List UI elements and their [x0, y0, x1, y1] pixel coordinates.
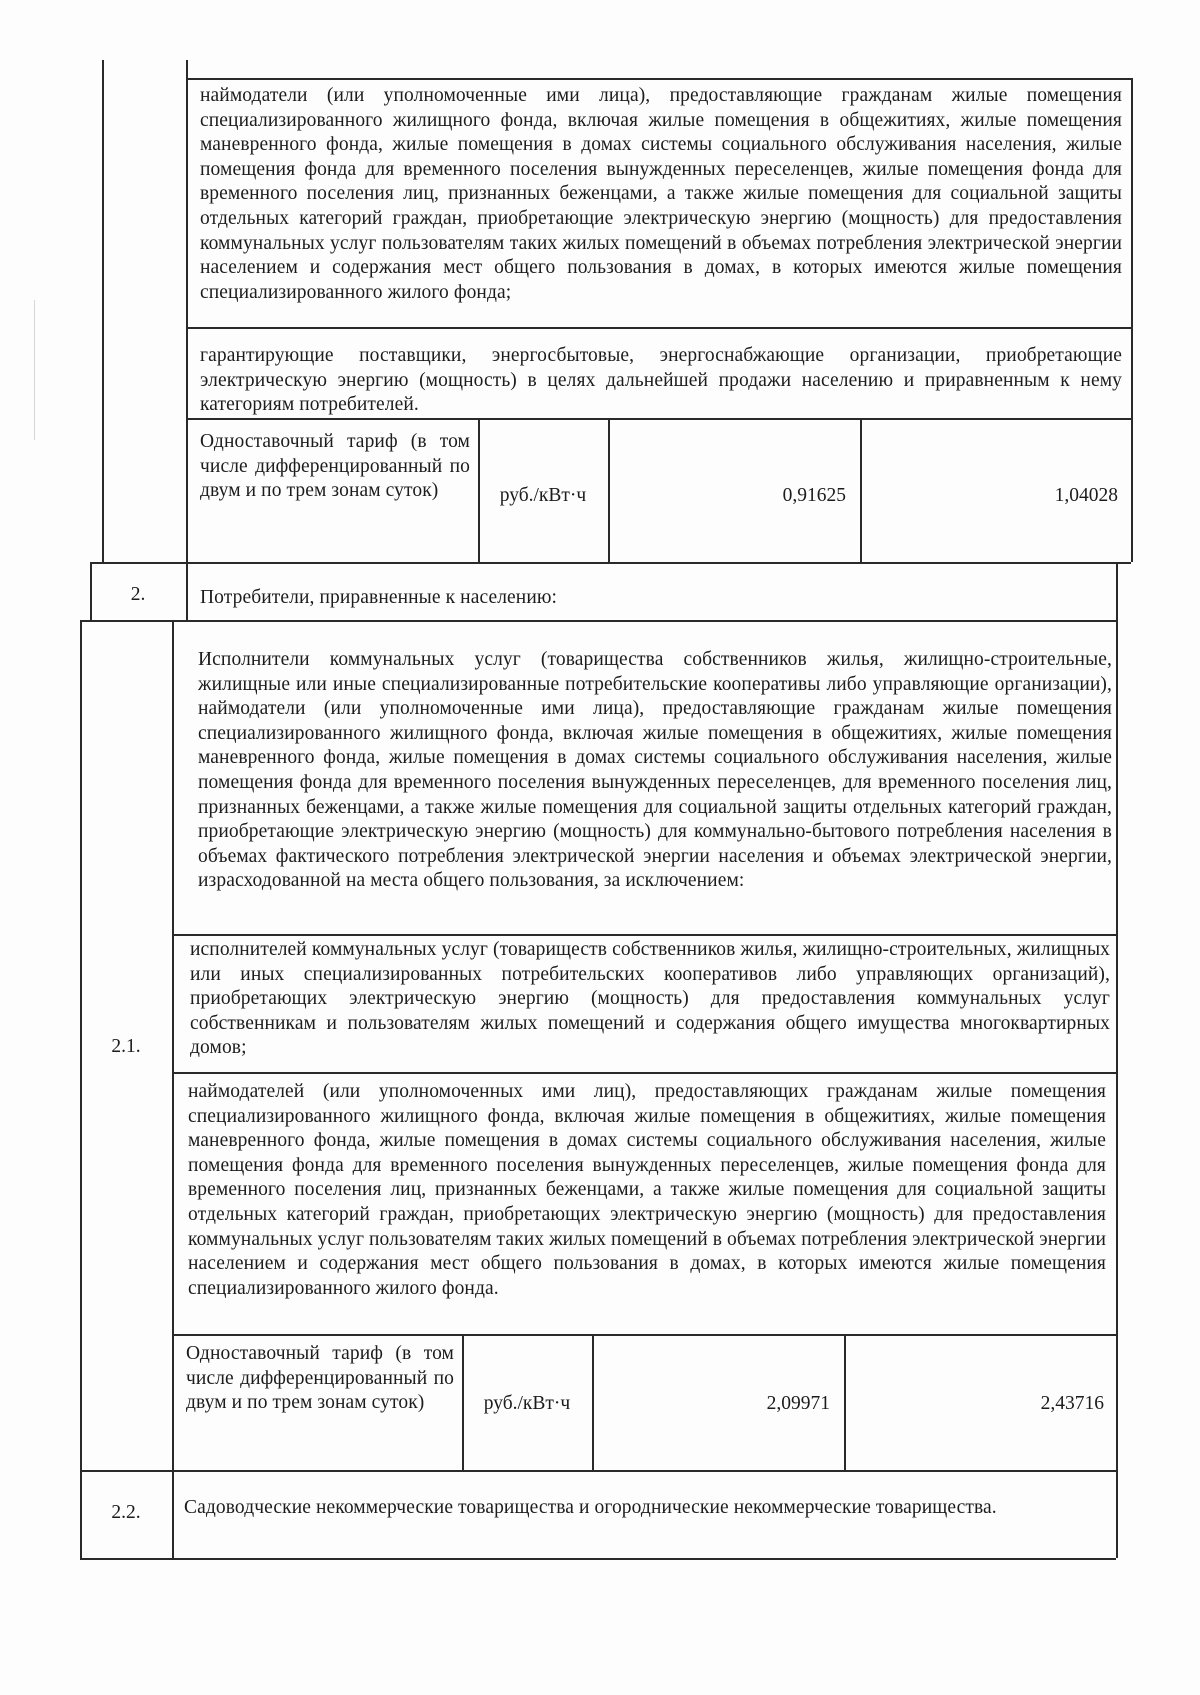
row-border: [80, 620, 1117, 622]
table-left-border: [102, 60, 104, 562]
suppliers-text: гарантирующие поставщики, энергосбытовые, энергоснабжающие организации, приобретающие электрическую энергию (мощность) в целях дальнейшей продажи населению и приравненным к нему категориям потребителей.: [200, 345, 1122, 416]
exception-landlords: наймодателей (или уполномоченных ими лиц), предоставляющих гражданам жилые помещения специализированного жилищного фонда, включая жилые помещения в общежитиях, жилые помещения маневренного фонда, жилые помещения в домах системы социального обслуживания населения, жилые помещения фонда для временного поселения вынужденных переселенцев, жилые помещения фонда для временного поселения лиц, признанных беженцами, а также жилые помещения для социальной защиты отдельных категорий граждан, приобретающих электрическую энергию (мощность) для предоставления коммунальных услуг пользователям таких жилых помещений в объемах потребления электрической энергии населением и содержания мест общего пользования в домах, в которых имеются жилые помещения специализированного жилого фонда.: [188, 1081, 1106, 1299]
row-border: [80, 1558, 1116, 1560]
consumers-main-text: Исполнители коммунальных услуг (товарищества собственников жилья, жилищно-строительные, жилищные или иные специализированные потребительские кооперативы либо управляющие организации), наймодатели (или уполномоченные ими лица), предоставляющие гражданам жилые помещения специализированного жилищного фонда, включая жилые помещения в общежитиях, жилые помещения маневренного фонда, жилые помещения в домах системы социального обслуживания населения, жилые помещения фонда для временного поселения вынужденных переселенцев, для временного поселения лиц, признанных беженцами, а также жилые помещения для социальной защиты отдельных категорий граждан, приобретающие электрическую энергию (мощность) для коммунально-бытового потребления населения в объемах фактического потребления электрической энергии населения и объемах электрической энергии, израсходованной на места общего пользования, за исключением:: [198, 649, 1112, 892]
tariff-value-second-half: 2,43716: [1040, 1393, 1104, 1414]
tariff-value-first-half: 2,09971: [766, 1393, 830, 1414]
gardening-partnerships-text: Садоводческие некоммерческие товарищества и огороднические некоммерческие товарищества.: [184, 1497, 997, 1518]
cell-border: [186, 418, 1131, 420]
tariff-unit: руб./кВт·ч: [483, 1393, 571, 1414]
scan-edge-mark: [34, 300, 35, 440]
number-column-separator: [172, 620, 174, 1558]
tariff-label: Одноставочный тариф (в том числе дифференцированный по двум и по трем зонам суток): [186, 1343, 454, 1414]
cell-border: [172, 1334, 1116, 1336]
tariff-value-second-half: 1,04028: [1054, 485, 1118, 506]
tariff-unit: руб./кВт·ч: [499, 485, 587, 506]
cell-border: [172, 1072, 1116, 1074]
cell-border: [186, 327, 1131, 329]
tariff-label: Одноставочный тариф (в том числе дифференцированный по двум и по трем зонам суток): [200, 431, 470, 502]
row-border: [80, 1470, 1116, 1472]
table-right-border: [1116, 562, 1118, 1558]
tariff-value-first-half: 0,91625: [782, 485, 846, 506]
number-column-separator: [186, 60, 188, 620]
row-number: 2.2.: [111, 1502, 141, 1523]
row-number: 2.: [130, 584, 146, 605]
table-right-border: [1131, 78, 1133, 562]
cell-border: [172, 934, 1116, 936]
landlords-text: наймодатели (или уполномоченные ими лица), предоставляющие гражданам жилые помещения специализированного жилищного фонда, включая жилые помещения в общежитиях, жилые помещения маневренного фонда, жилые помещения в домах системы социального обслуживания населения, жилые помещения фонда для временного поселения вынужденных переселенцев, жилые помещения фонда для временного поселения лиц, признанных беженцами, а также жилые помещения для социальной защиты отдельных категорий граждан, приобретающие электрическую энергию (мощность) для предоставления коммунальных услуг пользователям таких жилых помещений в объемах потребления электрической энергии населением и содержания мест общего пользования в домах, в которых имеются жилые помещения специализированного жилого фонда;: [200, 85, 1122, 303]
section-title: Потребители, приравненные к населению:: [200, 587, 558, 608]
cell-border: [186, 78, 1131, 80]
row-number: 2.1.: [111, 1036, 141, 1057]
table-left-border: [80, 620, 82, 1558]
row-border: [90, 562, 1131, 564]
exception-utility-providers: исполнителей коммунальных услуг (товариществ собственников жилья, жилищно-строительных, жилищных или иных специализированных потребительских кооперативов либо управляющих организаций), приобретающих электрическую энергию (мощность) для предоставления коммунальных услуг собственникам и пользователям жилых помещений и содержания общего имущества многоквартирных домов;: [190, 939, 1110, 1059]
